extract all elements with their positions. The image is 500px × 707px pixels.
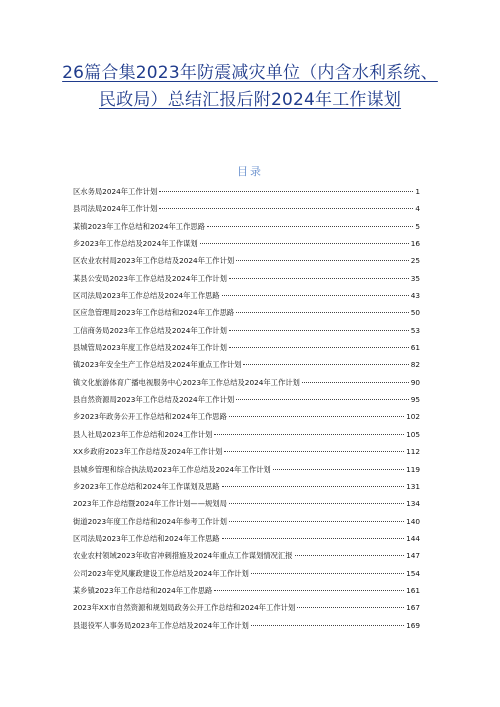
- toc-entry[interactable]: [73, 478, 420, 495]
- toc-entry[interactable]: [73, 530, 420, 547]
- toc-dot-leader: [207, 226, 413, 227]
- toc-entry-label: 某县公安局2023年工作总结及2024年工作计划: [73, 273, 227, 283]
- toc-entry-label: 县人社局2023年工作总结和2024工作计划: [73, 429, 213, 439]
- toc-entry-page-number: 43: [410, 291, 420, 301]
- toc-entry[interactable]: [73, 252, 420, 269]
- toc-entry-page-number: 5: [415, 221, 420, 231]
- toc-entry-page-number: 119: [406, 464, 420, 474]
- toc-entry-label: 县自然资源局2023年工作总结及2024年工作计划: [73, 395, 235, 405]
- toc-entry[interactable]: [73, 235, 420, 252]
- toc-entry-page-number: 169: [406, 620, 420, 630]
- toc-entry-label: 2023年XX市自然资源和规划局政务公开工作总结和2024年工作计划: [73, 603, 296, 613]
- toc-dot-leader: [224, 451, 404, 452]
- toc-dot-leader: [229, 416, 404, 417]
- toc-entry-page-number: 134: [406, 499, 420, 509]
- toc-entry-page-number: 50: [410, 308, 420, 318]
- toc-dot-leader: [297, 607, 404, 608]
- toc-entry-page-number: 131: [406, 481, 420, 491]
- toc-entry-label: 工信商务局2023年工作总结及2024年工作计划: [73, 325, 227, 335]
- toc-entry[interactable]: [73, 617, 420, 634]
- toc-entry[interactable]: [73, 443, 420, 460]
- toc-entry-label: 县城管局2023年度工作总结及2024年工作计划: [73, 343, 227, 353]
- toc-entry-label: 乡2023年政务公开工作总结和2024年工作思路: [73, 412, 227, 422]
- toc-entry-label: 县城乡管理和综合执法局2023年工作总结及2024年工作计划: [73, 464, 271, 474]
- document-title: 26篇合集2023年防震减灾单位（内含水利系统、民政局）总结汇报后附2024年工作谋划: [62, 63, 438, 110]
- toc-entry-label: 2023年工作总结暨2024年工作计划——规划局: [73, 499, 227, 509]
- toc-dot-leader: [200, 243, 409, 244]
- toc-entry[interactable]: [73, 304, 420, 321]
- toc-dot-leader: [229, 521, 404, 522]
- toc-entry-page-number: 144: [406, 533, 420, 543]
- toc-dot-leader: [159, 191, 413, 192]
- toc-dot-leader: [214, 434, 404, 435]
- toc-entry-label: 区农业农村局2023年工作总结及2024年工作计划: [73, 256, 235, 266]
- toc-entry-page-number: 53: [410, 325, 420, 335]
- toc-dot-leader: [222, 486, 404, 487]
- toc-entry[interactable]: [73, 218, 420, 235]
- toc-entry-page-number: 105: [406, 429, 420, 439]
- toc-entry-label: 农业农村领域2023年收官冲刺措施及2024年重点工作谋划情况汇报: [73, 551, 293, 561]
- toc-entry-label: 区应急管理局2023年工作总结和2024年工作思路: [73, 308, 235, 318]
- toc-entry[interactable]: [73, 183, 420, 200]
- toc-entry-label: 镇2023年安全生产工作总结及2024年重点工作计划: [73, 360, 242, 370]
- toc-dot-leader: [159, 208, 413, 209]
- toc-entry-page-number: 16: [410, 239, 420, 249]
- toc-entry-page-number: 161: [406, 585, 420, 595]
- toc-dot-leader: [295, 555, 405, 556]
- toc-entry[interactable]: [73, 408, 420, 425]
- toc-entry[interactable]: [73, 495, 420, 512]
- toc-dot-leader: [302, 382, 409, 383]
- toc-entry[interactable]: [73, 513, 420, 530]
- toc-entry-page-number: 167: [406, 603, 420, 613]
- toc-entry[interactable]: [73, 391, 420, 408]
- toc-entry-page-number: 1: [415, 187, 420, 196]
- toc-heading: 目录: [237, 165, 263, 178]
- toc-entry[interactable]: [73, 582, 420, 599]
- toc-entry-page-number: 154: [406, 568, 420, 578]
- toc-entry[interactable]: [73, 200, 420, 217]
- toc-entry[interactable]: [73, 322, 420, 339]
- toc-entry-label: 区水务局2024年工作计划: [73, 187, 158, 196]
- toc-entry[interactable]: [73, 339, 420, 356]
- toc-entry-page-number: 82: [410, 360, 420, 370]
- toc-entry-label: 某镇2023年工作总结和2024年工作思路: [73, 221, 205, 231]
- toc-dot-leader: [229, 278, 409, 279]
- toc-dot-leader: [229, 503, 404, 504]
- toc-entry-page-number: 4: [415, 204, 420, 214]
- toc-entry-label: 县司法局2024年工作计划: [73, 204, 158, 214]
- toc-entry-page-number: 90: [410, 377, 420, 387]
- toc-entry-label: 乡2023年工作总结和2024年工作谋划及思路: [73, 481, 220, 491]
- toc-entry[interactable]: [73, 270, 420, 287]
- toc-entry[interactable]: [73, 356, 420, 373]
- toc-entry-page-number: 61: [410, 343, 420, 353]
- toc-entry[interactable]: [73, 461, 420, 478]
- toc-dot-leader: [229, 347, 409, 348]
- toc-entry-label: 区司法局2023年工作总结及2024年工作思路: [73, 291, 220, 301]
- toc-entry-page-number: 112: [406, 447, 420, 457]
- table-of-contents: [73, 183, 420, 634]
- toc-entry-label: 某乡镇2023年工作总结和2024年工作思路: [73, 585, 213, 595]
- toc-entry-label: 乡2023年工作总结及2024年工作谋划: [73, 239, 198, 249]
- toc-dot-leader: [214, 590, 404, 591]
- toc-entry-page-number: 25: [410, 256, 420, 266]
- toc-entry[interactable]: [73, 374, 420, 391]
- toc-entry-label: 街道2023年度工作总结和2024年参考工作计划: [73, 516, 227, 526]
- toc-dot-leader: [222, 295, 409, 296]
- toc-entry-label: XX乡政府2023年工作总结及2024年工作计划: [73, 447, 223, 457]
- toc-entry-label: 区司法局2023年工作总结和2024年工作思路: [73, 533, 220, 543]
- toc-dot-leader: [236, 312, 409, 313]
- toc-entry[interactable]: [73, 426, 420, 443]
- toc-entry[interactable]: [73, 287, 420, 304]
- toc-entry-page-number: 95: [410, 395, 420, 405]
- toc-dot-leader: [229, 330, 409, 331]
- toc-entry-label: 公司2023年党风廉政建设工作总结及2024年工作计划: [73, 568, 249, 578]
- toc-entry[interactable]: [73, 599, 420, 616]
- toc-dot-leader: [236, 260, 409, 261]
- toc-entry-label: 镇文化旅游体育广播电视服务中心2023年工作总结及2024年工作计划: [73, 377, 300, 387]
- toc-entry-page-number: 35: [410, 273, 420, 283]
- toc-dot-leader: [251, 573, 404, 574]
- toc-entry[interactable]: [73, 547, 420, 564]
- toc-dot-leader: [273, 469, 404, 470]
- toc-entry[interactable]: [73, 565, 420, 582]
- toc-entry-label: 县退役军人事务局2023年工作总结及2024年工作计划: [73, 620, 249, 630]
- toc-dot-leader: [251, 625, 404, 626]
- toc-dot-leader: [243, 364, 408, 365]
- toc-dot-leader: [222, 538, 404, 539]
- toc-dot-leader: [236, 399, 409, 400]
- toc-entry-page-number: 102: [406, 412, 420, 422]
- toc-entry-page-number: 140: [406, 516, 420, 526]
- toc-entry-page-number: 147: [406, 551, 420, 561]
